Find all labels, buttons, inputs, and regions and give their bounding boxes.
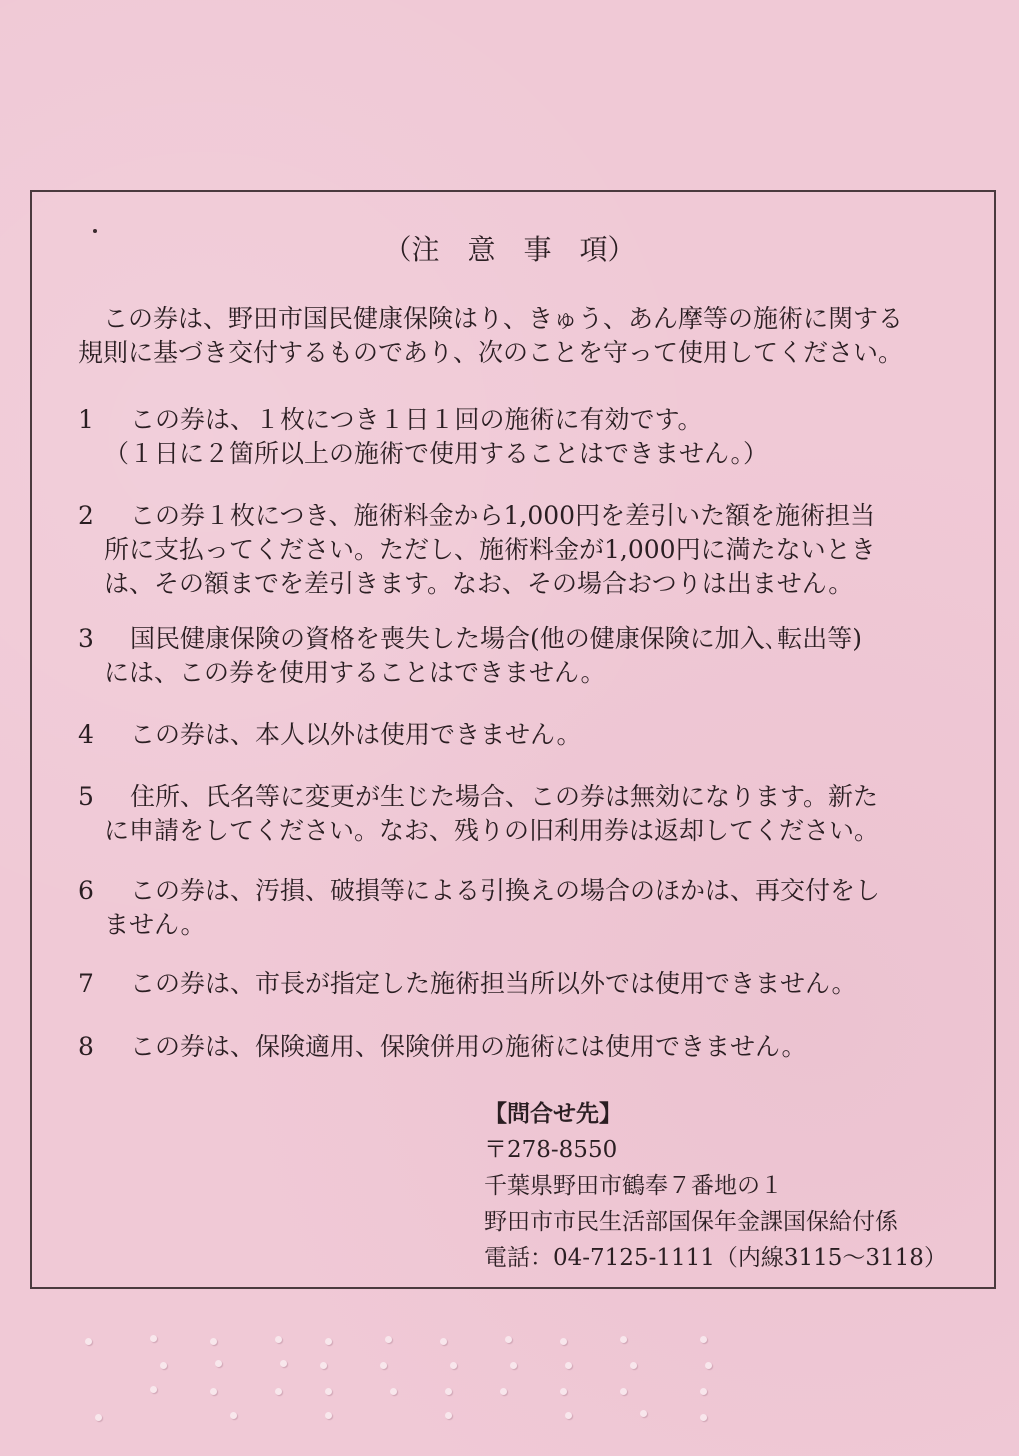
braille-dot: [325, 1388, 332, 1395]
item-text: この券は、保険適用、保険併用の施術には使用できません。: [130, 1032, 807, 1061]
braille-dot: [210, 1338, 217, 1345]
item-number: 8: [78, 1032, 94, 1061]
item-text: この券は、本人以外は使用できません。: [130, 720, 582, 749]
braille-dot: [505, 1336, 512, 1343]
braille-dot: [440, 1338, 447, 1345]
braille-dot: [705, 1362, 712, 1369]
braille-dot: [445, 1412, 452, 1419]
braille-dot: [320, 1362, 327, 1369]
item-text: この券は、１枚につき１日１回の施術に有効です。: [130, 405, 703, 434]
item-number: 2: [78, 501, 94, 530]
item-line: ません。: [104, 910, 206, 939]
braille-dot: [150, 1335, 157, 1342]
braille-dot: [700, 1414, 707, 1421]
notice-item-5: [78, 780, 958, 848]
braille-dot: [700, 1336, 707, 1343]
notice-item-1: [78, 403, 958, 471]
braille-dot: [380, 1362, 387, 1369]
notice-item-2: [78, 499, 958, 601]
braille-dot: [325, 1412, 332, 1419]
notice-item-4: [78, 718, 958, 752]
braille-dot: [620, 1336, 627, 1343]
contact-phone: 電話：04-7125-1111（内線3115～3118）: [484, 1245, 947, 1271]
braille-dot: [560, 1388, 567, 1395]
contact-address: 千葉県野田市鶴奉７番地の１: [484, 1173, 783, 1199]
notice-title: [0, 228, 1019, 268]
item-line: 所に支払ってください。ただし、施術料金が1,000円に満たないとき: [104, 535, 876, 564]
item-line: [78, 718, 958, 752]
item-text: この券１枚につき、施術料金から1,000円を差引いた額を施術担当: [130, 501, 876, 530]
braille-dot: [85, 1338, 92, 1345]
braille-dot: [500, 1388, 507, 1395]
braille-embossing: [0, 1330, 1019, 1440]
braille-dot: [630, 1362, 637, 1369]
notice-intro: [78, 302, 958, 370]
notice-item-6: [78, 874, 958, 942]
item-text: 国民健康保険の資格を喪失した場合(他の健康保険に加入､転出等): [130, 624, 863, 653]
braille-dot: [95, 1414, 102, 1421]
item-number: 7: [78, 969, 94, 998]
contact-postal-code: 〒278-8550: [484, 1137, 618, 1163]
item-line: に申請をしてください。なお、残りの旧利用券は返却してください。: [104, 816, 880, 845]
item-number: 4: [78, 720, 94, 749]
braille-dot: [275, 1388, 282, 1395]
item-text: この券は、汚損、破損等による引換えの場合のほかは、再交付をし: [130, 876, 881, 905]
braille-dot: [620, 1388, 627, 1395]
item-line: には、この券を使用することはできません。: [104, 658, 606, 687]
braille-dot: [215, 1360, 222, 1367]
item-line: [78, 1030, 958, 1064]
braille-dot: [230, 1412, 237, 1419]
item-line: （１日に２箇所以上の施術で使用することはできません。）: [104, 439, 769, 468]
braille-dot: [445, 1388, 452, 1395]
notice-item-3: [78, 622, 958, 690]
intro-line-1: この券は、野田市国民健康保険はり、きゅう、あん摩等の施術に関する: [103, 304, 904, 333]
braille-dot: [210, 1388, 217, 1395]
braille-dot: [640, 1410, 647, 1417]
item-line: は、その額までを差引きます。なお、その場合おつりは出ません。: [104, 569, 854, 598]
braille-dot: [160, 1362, 167, 1369]
braille-dot: [275, 1336, 282, 1343]
notice-item-7: [78, 967, 958, 1001]
braille-dot: [510, 1362, 517, 1369]
braille-dot: [565, 1412, 572, 1419]
item-line: [78, 403, 958, 437]
braille-dot: [390, 1388, 397, 1395]
braille-dot: [325, 1338, 332, 1345]
braille-dot: [700, 1388, 707, 1395]
item-line: [78, 874, 958, 908]
contact-block: [484, 1096, 947, 1276]
braille-dot: [450, 1362, 457, 1369]
braille-dot: [150, 1386, 157, 1393]
item-line: [78, 622, 958, 656]
item-text: 住所、氏名等に変更が生じた場合、この券は無効になります。新た: [130, 782, 879, 811]
item-line: [78, 967, 958, 1001]
item-number: 6: [78, 876, 94, 905]
item-text: この券は、市長が指定した施術担当所以外では使用できません。: [130, 969, 857, 998]
notice-title-text: （注 意 事 項）: [383, 233, 636, 266]
braille-dot: [560, 1338, 567, 1345]
item-line: [78, 499, 958, 533]
item-number: 5: [78, 782, 94, 811]
braille-dot: [565, 1362, 572, 1369]
braille-dot: [385, 1336, 392, 1343]
notice-item-8: [78, 1030, 958, 1064]
item-line: [78, 780, 958, 814]
intro-line-2: 規則に基づき交付するものであり、次のことを守って使用してください。: [78, 338, 904, 367]
contact-heading: 【問合せ先】: [484, 1101, 622, 1127]
contact-department: 野田市市民生活部国保年金課国保給付係: [484, 1209, 898, 1235]
braille-dot: [280, 1360, 287, 1367]
item-number: 3: [78, 624, 94, 653]
item-number: 1: [78, 405, 94, 434]
